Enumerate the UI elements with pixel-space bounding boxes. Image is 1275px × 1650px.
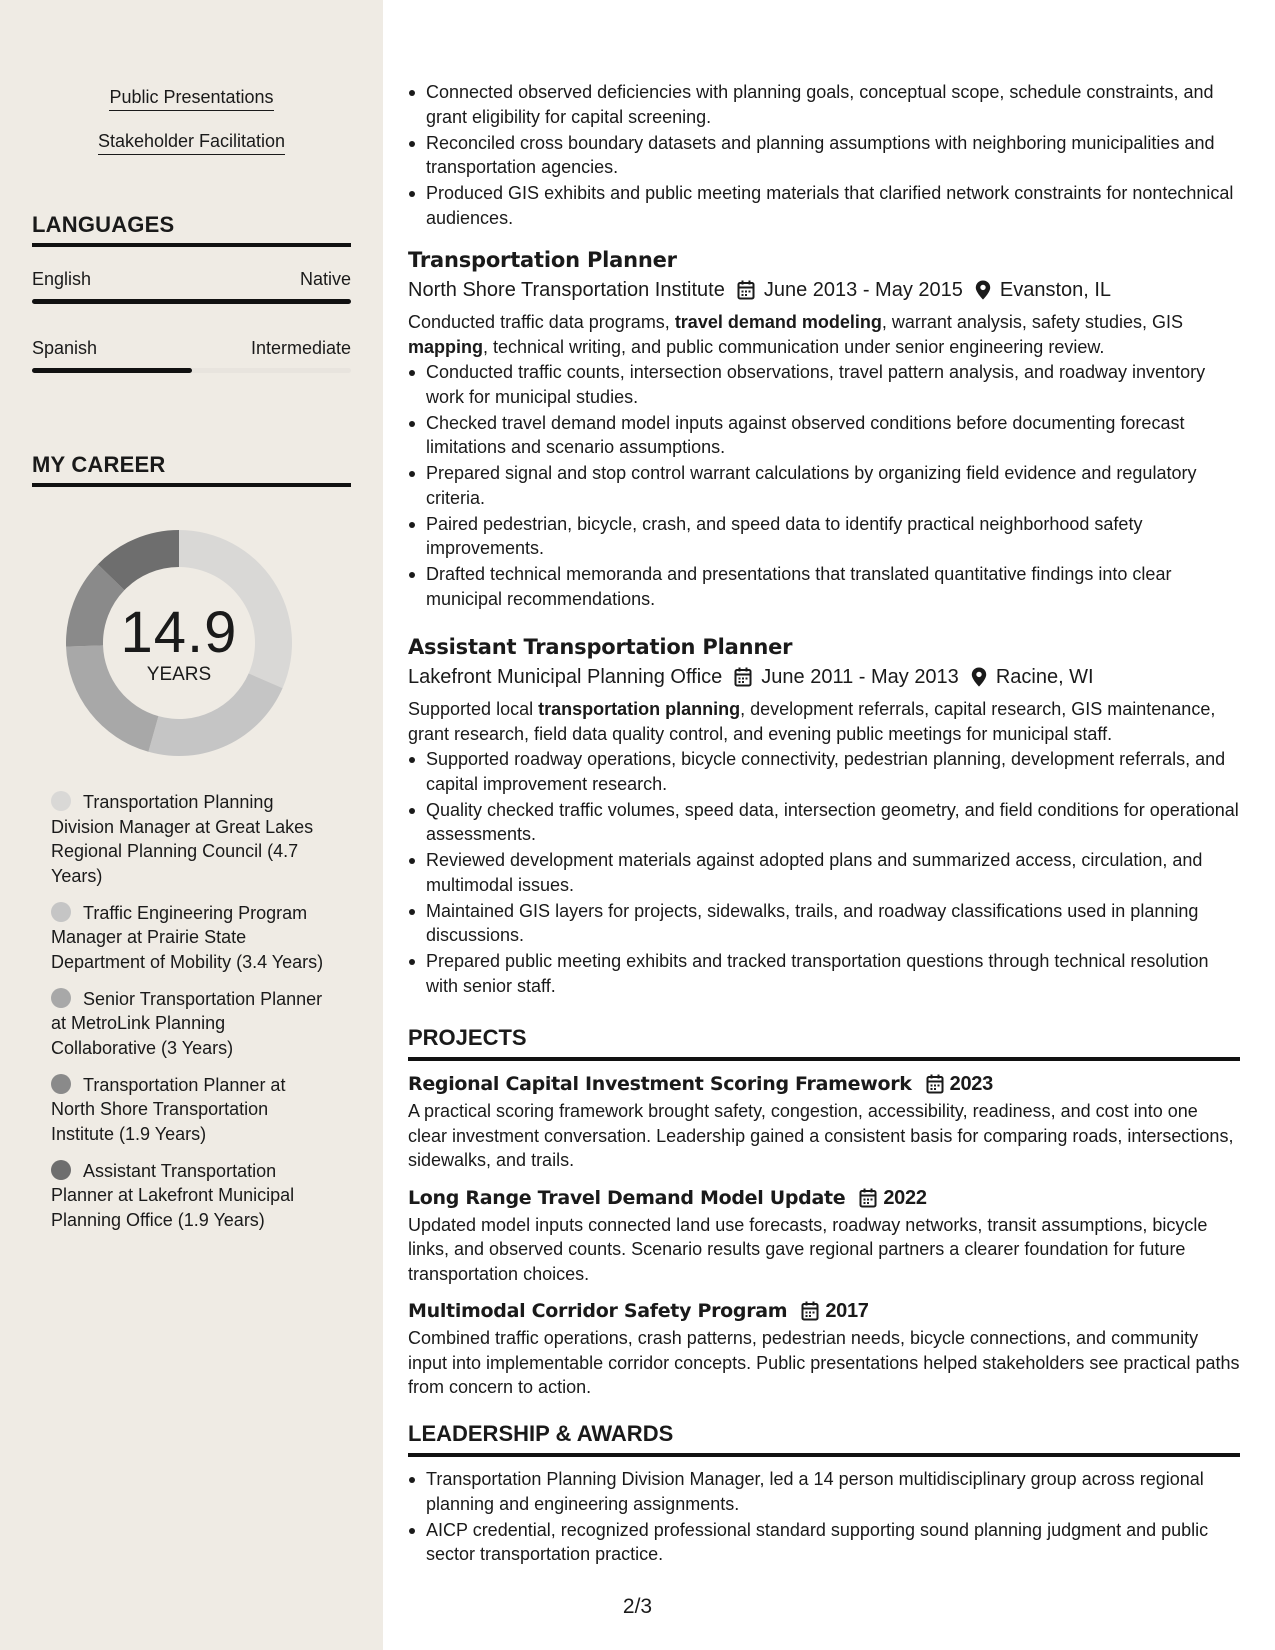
project-entry <box>408 1185 1240 1287</box>
project-entry <box>408 1071 1240 1173</box>
career-legend-item <box>51 987 331 1061</box>
company-name: North Shore Transportation Institute <box>408 279 725 301</box>
projects-heading: PROJECTS <box>408 1025 1240 1061</box>
career-legend-label: Assistant Transportation Planner at Lakefront Municipal Planning Office (1.9 Years) <box>51 1160 295 1230</box>
career-legend-label: Transportation Planner at North Shore Transportation Institute (1.9 Years) <box>51 1074 286 1144</box>
language-level: Intermediate <box>250 338 351 358</box>
project-title: Long Range Travel Demand Model Update <box>408 1186 846 1209</box>
job-entry <box>408 246 1240 613</box>
skill-tag: Stakeholder Facilitation <box>98 130 285 155</box>
career-legend-item <box>51 1159 331 1233</box>
language-proficiency-bar <box>32 368 351 373</box>
career-total-years: 14.9 <box>120 600 238 665</box>
company-name: Lakefront Municipal Planning Office <box>408 666 723 688</box>
job-dates: June 2013 - May 2015 <box>763 279 963 301</box>
list-item: Checked travel demand model inputs against observed conditions before documenting forecast limitations and scenario assumptions. <box>408 411 1240 460</box>
project-entry <box>408 1298 1240 1400</box>
career-heading: MY CAREER <box>32 452 351 487</box>
sidebar <box>0 0 383 1650</box>
calendar-icon <box>859 1188 877 1208</box>
job-dates: June 2011 - May 2013 <box>761 666 959 688</box>
projects-section <box>408 1025 1240 1400</box>
list-item: Produced GIS exhibits and public meeting materials that clarified network constraints for nontechnical audiences. <box>408 181 1240 230</box>
job-entry <box>408 633 1240 1000</box>
job-title: Transportation Planner <box>408 248 677 272</box>
job-meta <box>408 276 1240 304</box>
project-description: Combined traffic operations, crash patterns, pedestrian needs, bicycle connections, and community input into implementable corridor concepts. Public presentations helped stakeholders see practical paths from concern to action. <box>408 1328 1240 1397</box>
leadership-heading: LEADERSHIP & AWARDS <box>408 1421 1240 1457</box>
project-title-row <box>408 1071 1240 1097</box>
page-number: 2/3 <box>622 1595 653 1618</box>
legend-dot-icon <box>51 1160 71 1180</box>
career-legend-item <box>51 901 331 975</box>
career-years-label: YEARS <box>146 664 212 685</box>
languages-heading: LANGUAGES <box>32 212 351 247</box>
job-location: Racine, WI <box>995 666 1094 688</box>
location-pin-icon <box>971 667 987 687</box>
leadership-section <box>408 1421 1240 1568</box>
career-legend-label: Senior Transportation Planner at MetroLink Planning Collaborative (3 Years) <box>51 988 323 1058</box>
project-title: Multimodal Corridor Safety Program <box>408 1300 788 1322</box>
career-legend-label: Traffic Engineering Program Manager at Prairie State Department of Mobility (3.4 Years) <box>51 902 324 972</box>
job-location: Evanston, IL <box>999 279 1112 301</box>
main-content <box>408 0 1240 1650</box>
leadership-bullets <box>408 1467 1240 1567</box>
language-row <box>32 268 351 290</box>
list-item: Reconciled cross boundary datasets and planning assumptions with neighboring municipalities and transportation agencies. <box>408 131 1240 180</box>
calendar-icon <box>734 667 752 687</box>
calendar-icon <box>801 1301 819 1321</box>
calendar-icon <box>926 1074 944 1094</box>
legend-dot-icon <box>51 902 71 922</box>
skill-tags <box>0 86 383 174</box>
language-proficiency-fill <box>32 299 351 304</box>
job-bullets <box>408 747 1240 998</box>
job-bullets <box>408 360 1240 611</box>
legend-dot-icon <box>51 791 71 811</box>
project-description: Updated model inputs connected land use forecasts, roadway networks, transit assumptions, bicycle links, and observed counts. Scenario results gave regional partners a clearer foundation for future transportation choices. <box>408 1214 1208 1284</box>
list-item: Supported roadway operations, bicycle connectivity, pedestrian planning, development referrals, and capital improvement research. <box>408 747 1240 796</box>
project-description: A practical scoring framework brought safety, congestion, accessibility, readiness, and cost into one clear investment conversation. Leadership gained a consistent basis for comparing roads, intersections, sidewalks, and trails. <box>408 1101 1234 1170</box>
language-name: English <box>32 269 92 289</box>
location-pin-icon <box>975 280 991 300</box>
legend-dot-icon <box>51 988 71 1008</box>
language-proficiency-bar <box>32 299 351 304</box>
language-level: Native <box>299 269 351 289</box>
language-row <box>32 337 351 359</box>
list-item: Prepared public meeting exhibits and tracked transportation questions through technical resolution with senior staff. <box>408 949 1240 998</box>
career-legend <box>51 790 331 1245</box>
project-year: 2017 <box>825 1300 869 1322</box>
list-item: Conducted traffic counts, intersection observations, travel pattern analysis, and roadway inventory work for municipal studies. <box>408 360 1240 409</box>
list-item: Reviewed development materials against adopted plans and summarized access, circulation, and multimodal issues. <box>408 848 1240 897</box>
list-item: Connected observed deficiencies with planning goals, conceptual scope, schedule constraints, and grant eligibility for capital screening. <box>408 80 1240 129</box>
job-summary: Supported local transportation planning, development referrals, capital research, GIS maintenance, grant research, field data quality control, and evening public meetings for municipal staff. <box>408 699 1216 744</box>
legend-dot-icon <box>51 1074 71 1094</box>
list-item: Prepared signal and stop control warrant calculations by organizing field evidence and regulatory criteria. <box>408 461 1240 510</box>
experience-bullets-continued <box>408 80 1240 232</box>
project-year: 2022 <box>883 1186 927 1209</box>
project-year: 2023 <box>949 1073 993 1095</box>
project-title-row <box>408 1185 1240 1211</box>
project-title: Regional Capital Investment Scoring Framework <box>408 1073 912 1095</box>
list-item: Transportation Planning Division Manager, led a 14 person multidisciplinary group across regional planning and engineering assignments. <box>408 1467 1240 1516</box>
list-item: Quality checked traffic volumes, speed data, intersection geometry, and field conditions for operational assessments. <box>408 798 1240 847</box>
career-legend-item <box>51 790 331 888</box>
language-name: Spanish <box>32 338 98 358</box>
career-legend-label: Transportation Planning Division Manager at Great Lakes Regional Planning Council (4.7 Years) <box>51 792 314 886</box>
language-proficiency-fill <box>32 368 192 373</box>
list-item: Paired pedestrian, bicycle, crash, and speed data to identify practical neighborhood safety improvements. <box>408 512 1240 561</box>
job-summary: Conducted traffic data programs, travel demand modeling, warrant analysis, safety studies, GIS mapping, technical writing, and public communication under senior engineering review. <box>408 312 1183 357</box>
project-title-row <box>408 1298 1240 1324</box>
calendar-icon <box>737 280 755 300</box>
job-meta <box>408 663 1240 691</box>
career-legend-item <box>51 1073 331 1147</box>
skill-tag: Public Presentations <box>109 86 273 111</box>
list-item: Maintained GIS layers for projects, sidewalks, trails, and roadway classifications used in planning discussions. <box>408 899 1240 948</box>
list-item: AICP credential, recognized professional standard supporting sound planning judgment and public sector transportation practice. <box>408 1518 1240 1567</box>
job-title: Assistant Transportation Planner <box>408 635 793 659</box>
list-item: Drafted technical memoranda and presentations that translated quantitative findings into clear municipal recommendations. <box>408 562 1240 611</box>
